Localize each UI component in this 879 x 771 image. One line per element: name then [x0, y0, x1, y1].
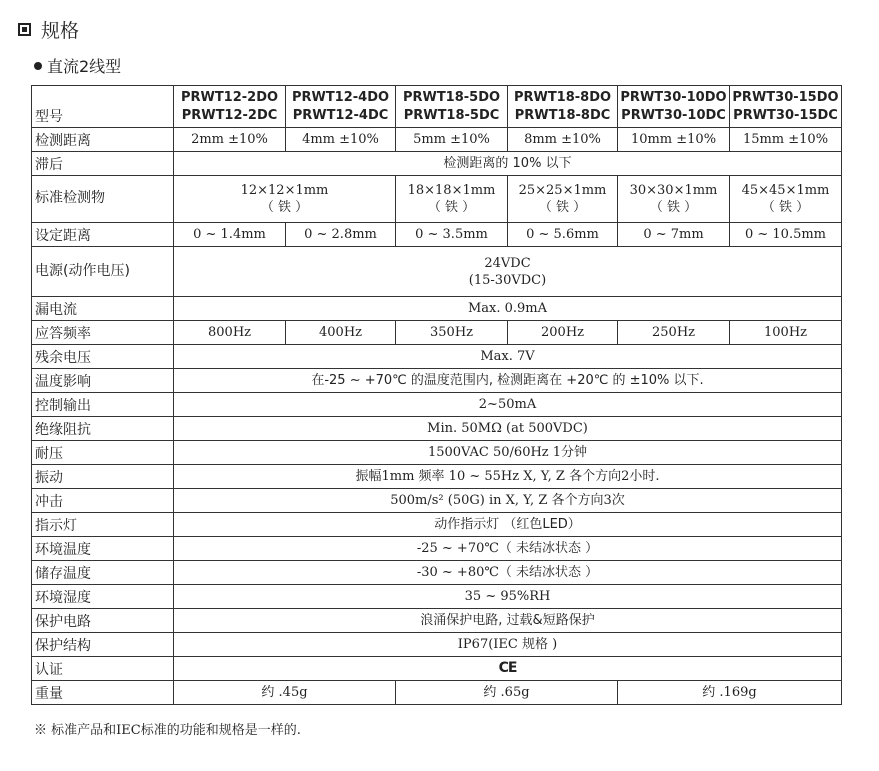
value-cell: 250Hz [618, 321, 730, 345]
label-leakage: 漏电流 [32, 297, 174, 321]
value-cell: 100Hz [730, 321, 842, 345]
value-cell: 0 ~ 10.5mm [730, 223, 842, 247]
square-bullet-icon [18, 23, 31, 36]
row-leakage [32, 297, 842, 321]
label-temp-effect: 温度影响 [32, 369, 174, 393]
row-protection-structure [32, 633, 842, 657]
value-cell: 约 .169g [618, 681, 842, 705]
value-cell: 35 ~ 95%RH [174, 585, 842, 609]
section-heading-text: 规格 [41, 20, 80, 42]
value-cell: 10mm ±10% [618, 128, 730, 152]
label-output: 控制输出 [32, 393, 174, 417]
value-cell: 2~50mA [174, 393, 842, 417]
label-protection-circuit: 保护电路 [32, 609, 174, 633]
label-target: 标准检测物 [32, 176, 174, 223]
value-cell: 350Hz [396, 321, 508, 345]
value-cell: 200Hz [508, 321, 618, 345]
row-humidity [32, 585, 842, 609]
value-cell: 约 .65g [396, 681, 618, 705]
value-cell: 24VDC (15-30VDC) [174, 247, 842, 297]
value-cell: 0 ~ 7mm [618, 223, 730, 247]
value-cell: 4mm ±10% [286, 128, 396, 152]
value-cell: 12×12×1mm （ 铁 ） [174, 176, 396, 223]
subsection-heading [34, 54, 121, 77]
label-protection-structure: 保护结构 [32, 633, 174, 657]
row-power [32, 247, 842, 297]
value-cell: 30×30×1mm （ 铁 ） [618, 176, 730, 223]
row-setting [32, 223, 842, 247]
model-cell: PRWT12-2DO PRWT12-2DC [174, 86, 286, 128]
row-protection-circuit [32, 609, 842, 633]
label-cert: 认证 [32, 657, 174, 681]
spec-table [31, 85, 842, 705]
label-ambient-temp: 环境温度 [32, 537, 174, 561]
value-cell: 8mm ±10% [508, 128, 618, 152]
row-shock [32, 489, 842, 513]
value-cell: 500m/s² (50G) in X, Y, Z 各个方向3次 [174, 489, 842, 513]
value-cell: 1500VAC 50/60Hz 1分钟 [174, 441, 842, 465]
value-cell: 在-25 ~ +70℃ 的温度范围内, 检测距离在 +20℃ 的 ±10% 以下. [174, 369, 842, 393]
footnote: ※ 标准产品和IEC标准的功能和规格是一样的. [34, 723, 301, 738]
round-bullet-icon [34, 62, 42, 70]
label-setting: 设定距离 [32, 223, 174, 247]
value-cell: 约 .45g [174, 681, 396, 705]
row-hysteresis [32, 152, 842, 176]
value-cell: 400Hz [286, 321, 396, 345]
label-hysteresis: 滞后 [32, 152, 174, 176]
value-cell: 动作指示灯 （红色LED） [174, 513, 842, 537]
value-cell: 振幅1mm 频率 10 ~ 55Hz X, Y, Z 各个方向2小时. [174, 465, 842, 489]
label-storage-temp: 储存温度 [32, 561, 174, 585]
value-cell: Max. 0.9mA [174, 297, 842, 321]
value-cell: 浪涌保护电路, 过载&短路保护 [174, 609, 842, 633]
value-cell: 0 ~ 2.8mm [286, 223, 396, 247]
value-cell: -25 ~ +70℃（ 未结冰状态 ） [174, 537, 842, 561]
row-target [32, 176, 842, 223]
label-insulation: 绝缘阻抗 [32, 417, 174, 441]
label-humidity: 环境湿度 [32, 585, 174, 609]
row-distance [32, 128, 842, 152]
value-cell: 检测距离的 10% 以下 [174, 152, 842, 176]
row-output [32, 393, 842, 417]
label-frequency: 应答频率 [32, 321, 174, 345]
value-cell: 18×18×1mm （ 铁 ） [396, 176, 508, 223]
row-temp-effect [32, 369, 842, 393]
label-weight: 重量 [32, 681, 174, 705]
label-model: 型号 [32, 86, 174, 128]
value-cell: Max. 7V [174, 345, 842, 369]
row-vibration [32, 465, 842, 489]
model-cell: PRWT12-4DO PRWT12-4DC [286, 86, 396, 128]
model-cell: PRWT30-10DO PRWT30-10DC [618, 86, 730, 128]
row-residual [32, 345, 842, 369]
value-cell: 15mm ±10% [730, 128, 842, 152]
ce-mark-icon: CE [498, 660, 517, 676]
row-cert [32, 657, 842, 681]
row-frequency [32, 321, 842, 345]
value-cell: 2mm ±10% [174, 128, 286, 152]
value-cell: 0 ~ 1.4mm [174, 223, 286, 247]
value-cell: 0 ~ 5.6mm [508, 223, 618, 247]
value-cell: 0 ~ 3.5mm [396, 223, 508, 247]
row-insulation [32, 417, 842, 441]
label-vibration: 振动 [32, 465, 174, 489]
section-heading [18, 16, 79, 43]
value-cell: 45×45×1mm （ 铁 ） [730, 176, 842, 223]
row-ambient-temp [32, 537, 842, 561]
model-cell: PRWT30-15DO PRWT30-15DC [730, 86, 842, 128]
row-indicator [32, 513, 842, 537]
value-cell: 25×25×1mm （ 铁 ） [508, 176, 618, 223]
label-shock: 冲击 [32, 489, 174, 513]
value-cell: Min. 50MΩ (at 500VDC) [174, 417, 842, 441]
model-cell: PRWT18-5DO PRWT18-5DC [396, 86, 508, 128]
value-cell [174, 657, 842, 681]
value-cell: -30 ~ +80℃（ 未结冰状态 ） [174, 561, 842, 585]
value-cell: 5mm ±10% [396, 128, 508, 152]
row-weight [32, 681, 842, 705]
value-cell: IP67(IEC 规格 ) [174, 633, 842, 657]
row-storage-temp [32, 561, 842, 585]
row-model [32, 86, 842, 128]
model-cell: PRWT18-8DO PRWT18-8DC [508, 86, 618, 128]
value-cell: 800Hz [174, 321, 286, 345]
label-power: 电源(动作电压) [32, 247, 174, 297]
label-indicator: 指示灯 [32, 513, 174, 537]
row-dielectric [32, 441, 842, 465]
label-distance: 检测距离 [32, 128, 174, 152]
label-dielectric: 耐压 [32, 441, 174, 465]
label-residual: 残余电压 [32, 345, 174, 369]
subsection-heading-text: 直流2线型 [47, 57, 122, 76]
